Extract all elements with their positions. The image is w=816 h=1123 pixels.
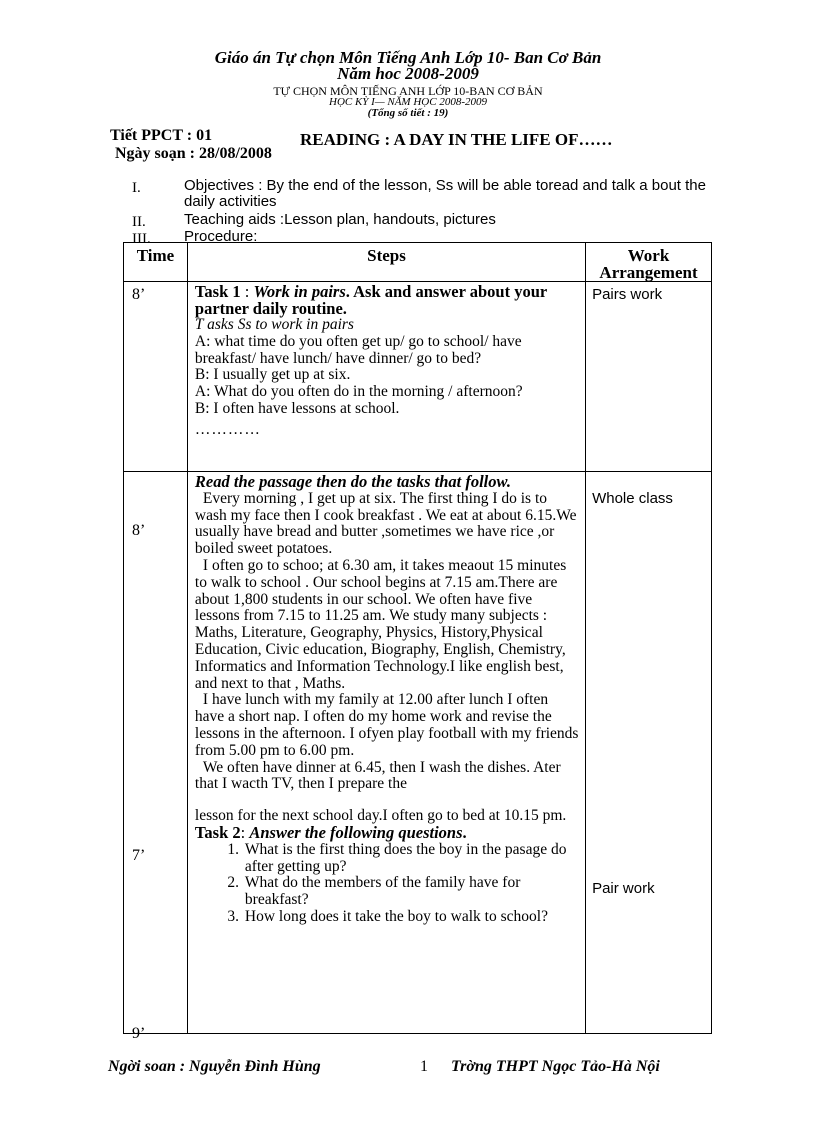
table-row: [124, 472, 712, 1034]
header-line-2: Năm hoc 2008-2009: [337, 64, 479, 83]
section-number: I.: [132, 180, 141, 196]
header-line-5: (Tổng số tiết : 19): [367, 107, 449, 119]
lesson-title: READING : A DAY IN THE LIFE OF……: [300, 130, 613, 149]
work-arrangement: Whole class: [592, 490, 673, 507]
section-text: Procedure:: [184, 228, 258, 245]
header-line-4: HỌC KỲ I— NĂM HỌC 2008-2009: [329, 96, 487, 108]
work-arrangement: Pair work: [592, 880, 655, 897]
header-work: Work Arrangement: [586, 243, 712, 282]
task-mode: Work in pairs: [253, 282, 346, 301]
time-value: 8’: [132, 522, 146, 539]
table-header-row: [124, 243, 712, 282]
work-cell: [586, 472, 712, 1034]
dialogue-line: B: I usually get up at six.: [194, 366, 351, 384]
task-label: Task 2: [194, 822, 241, 842]
table-row: [124, 282, 712, 472]
footer-author: Ngời soan : Nguyễn Đình Hùng: [108, 1058, 321, 1075]
work-arrangement: Pairs work: [592, 286, 663, 303]
time-value: 9’: [132, 1025, 146, 1042]
lesson-date: Ngày soạn : 28/08/2008: [115, 145, 272, 162]
time-value: 8’: [132, 286, 146, 303]
task-description: Answer the following questions: [249, 822, 463, 842]
task-description: . Ask and answer about your partner daily routine.: [194, 282, 547, 318]
section-number: III.: [132, 231, 151, 247]
task-separator: :: [240, 282, 254, 301]
reading-instruction: Read the passage then do the tasks that follow.: [194, 472, 512, 491]
header-line-3: TỰ CHỌN MÔN TIẾNG ANH LỚP 10-BAN CƠ BẢN: [273, 84, 543, 98]
time-value: 7’: [132, 847, 146, 864]
work-cell: [586, 282, 712, 472]
dialogue-line: B: I often have lessons at school.: [194, 399, 400, 417]
dialogue-line: A: What do you often do in the morning / afternoon?: [194, 383, 523, 401]
time-cell: [124, 282, 188, 472]
question-item: 2. What do the members of the family have for breakfast?: [243, 875, 579, 909]
section-text: Objectives : By the end of the lesson, Ss will be able toread and talk a bout the daily activities: [184, 177, 706, 210]
passage-paragraph: We often have dinner at 6.45, then I wash the dishes. Ater that I wacth TV, then I prepare the: [194, 758, 561, 793]
header-time: Time: [124, 243, 188, 282]
ellipsis: …………: [194, 420, 261, 438]
steps-cell: [187, 282, 585, 472]
footer-school: Trờng THPT Ngọc Tảo-Hà Nội: [451, 1058, 660, 1075]
passage-continuation: lesson for the next school day.I often go to bed at 10.15 pm.: [194, 807, 567, 825]
steps-cell: [187, 472, 585, 1034]
task-1-heading: [195, 284, 579, 317]
passage-paragraph: I often go to schoo; at 6.30 am, it takes meaout 15 minutes to walk to school . Our school begins at 7.15 am.There are about 1,800 students in our school. We often have five lessons from 7.15 to 11.25 am. We study many subjects : Maths, Literature, Geography, Physics, History,Physical Education, Civic education, Biography, English, Chemistry, Informatics and Information Technology.I like english best, and next to that , Maths.: [194, 556, 567, 692]
section-number: II.: [132, 214, 146, 230]
procedure-table: [123, 242, 712, 1042]
question-item: 3. How long does it take the boy to walk to school?: [243, 909, 579, 926]
header-line-1: Giáo án Tự chọn Môn Tiếng Anh Lớp 10- Ban Cơ Bản: [214, 48, 602, 67]
task-separator: :: [240, 822, 250, 842]
question-item: 1. What is the first thing does the boy in the pasage do after getting up?: [243, 842, 579, 876]
dialogue-line: A: what time do you often get up/ go to school/ have breakfast/ have lunch/ have dinner/ go to bed?: [194, 332, 522, 367]
task-instruction: T asks Ss to work in pairs: [194, 316, 354, 333]
questions-list: [195, 842, 579, 926]
passage-paragraph: Every morning , I get up at six. The first thing I do is to wash my face then I cook breakfast . We eat at about 6.15.We usually have bread and butter ,sometimes we have rice ,or boiled sweet potatoes.: [194, 489, 577, 558]
task-2-heading: [194, 822, 579, 842]
section-text: Teaching aids :Lesson plan, handouts, pictures: [184, 211, 496, 228]
passage-paragraph: I have lunch with my family at 12.00 after lunch I often have a short nap. I often do my home work and revise the lessons in the afternoon. I ofyen play football with my friends from 5.00 pm to 6.00 pm.: [194, 691, 579, 759]
footer-page-number: 1: [420, 1058, 428, 1075]
header-steps: Steps: [187, 243, 585, 282]
task-end: .: [462, 822, 467, 842]
lesson-period: Tiết PPCT : 01: [110, 127, 213, 144]
task-label: Task 1: [194, 282, 241, 301]
time-cell: [124, 472, 188, 1042]
